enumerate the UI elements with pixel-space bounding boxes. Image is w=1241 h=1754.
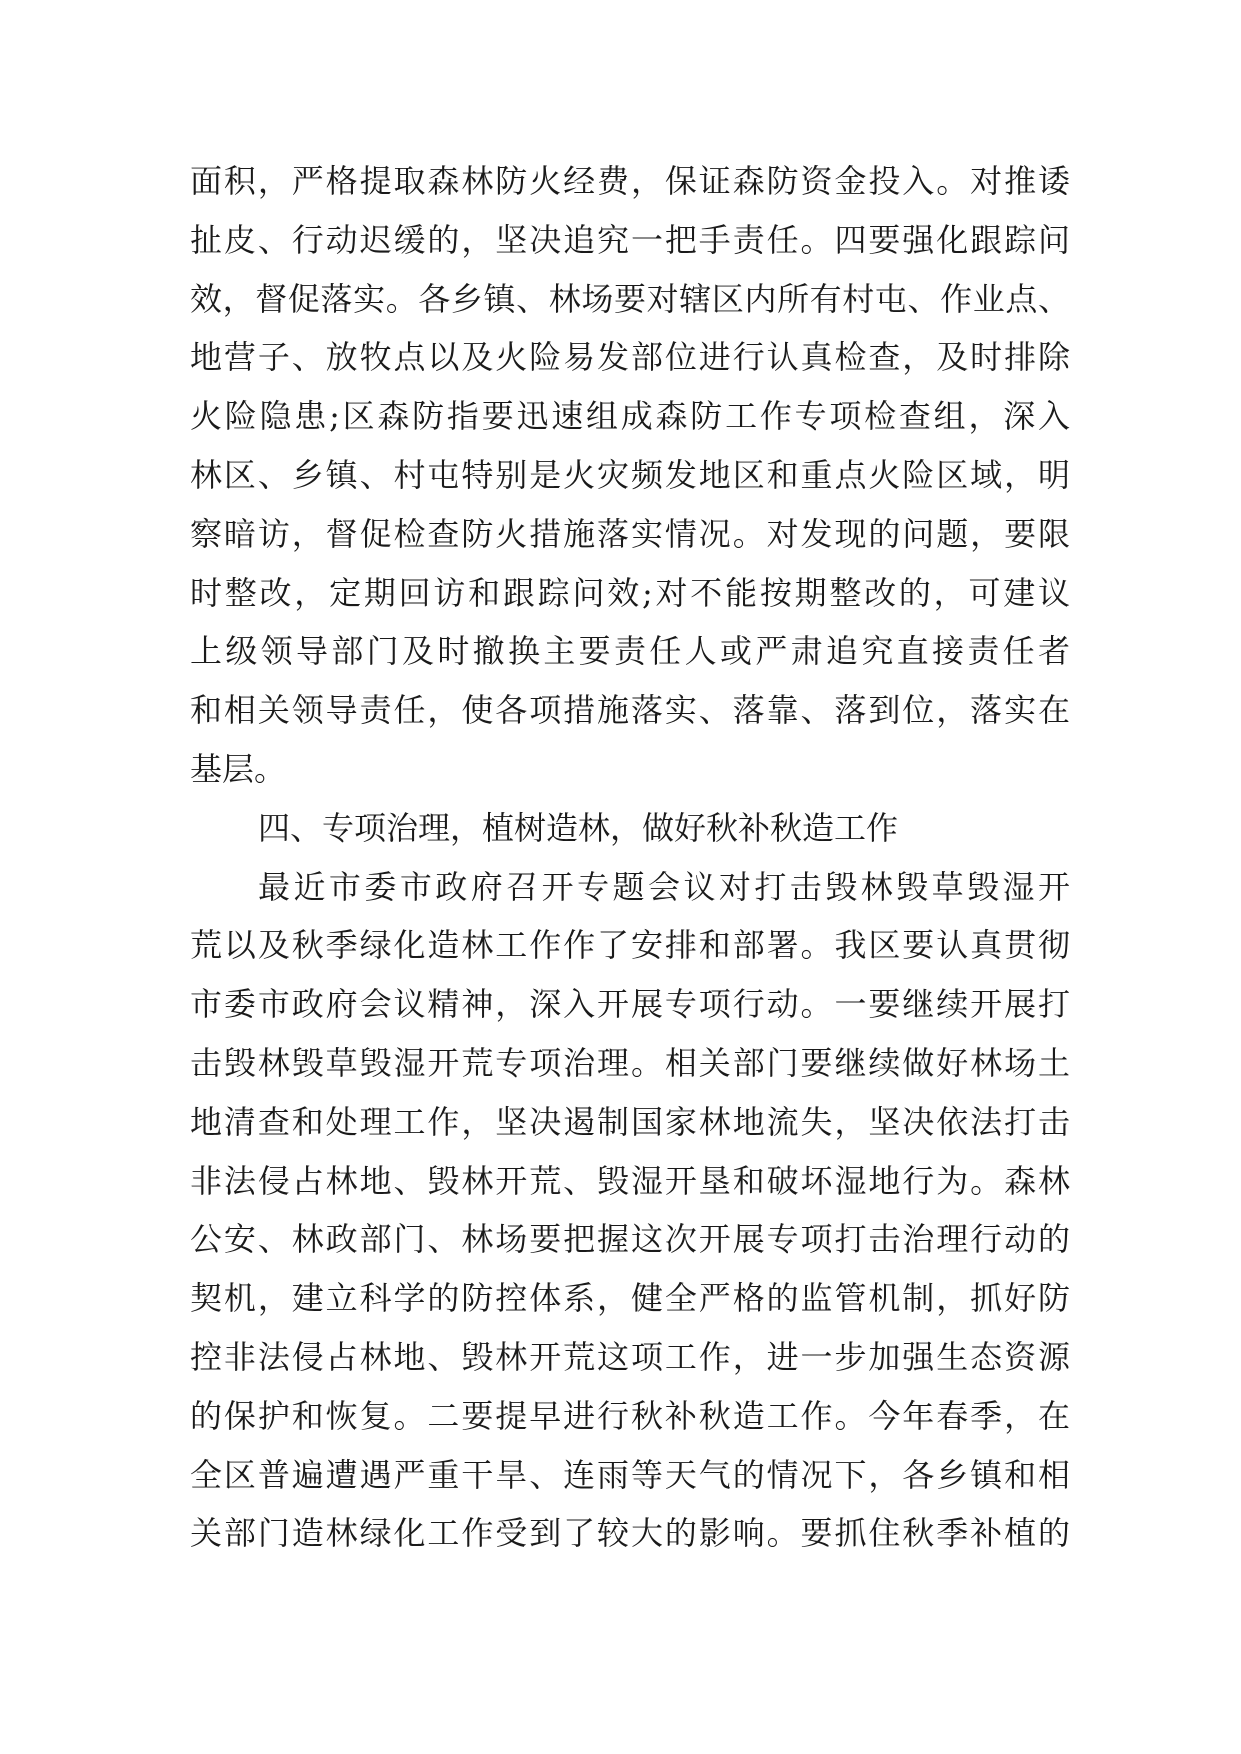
text-line: 时整改，定期回访和跟踪问效;对不能按期整改的，可建议 (190, 573, 1070, 612)
section-heading: 四、专项治理，植树造林，做好秋补秋造工作 (258, 808, 899, 847)
text-line: 林区、乡镇、村屯特别是火灾频发地区和重点火险区域，明 (190, 455, 1070, 494)
text-line: 控非法侵占林地、毁林开荒这项工作，进一步加强生态资源 (190, 1337, 1070, 1376)
text-line: 全区普遍遭遇严重干旱、连雨等天气的情况下，各乡镇和相 (190, 1455, 1070, 1494)
text-line: 基层。 (190, 749, 287, 788)
text-line: 契机，建立科学的防控体系，健全严格的监管机制，抓好防 (190, 1279, 1070, 1318)
text-line: 最近市委市政府召开专题会议对打击毁林毁草毁湿开 (258, 867, 1070, 906)
text-line: 面积，严格提取森林防火经费，保证森防资金投入。对推诿 (190, 162, 1070, 200)
text-line: 地清查和处理工作，坚决遏制国家林地流失，坚决依法打击 (190, 1102, 1070, 1141)
body-text (190, 152, 1070, 1563)
text-line: 扯皮、行动迟缓的，坚决追究一把手责任。四要强化跟踪问 (190, 220, 1070, 259)
text-line: 火险隐患;区森防指要迅速组成森防工作专项检查组，深入 (190, 397, 1070, 436)
text-line: 的保护和恢复。二要提早进行秋补秋造工作。今年春季，在 (190, 1396, 1070, 1435)
text-line: 击毁林毁草毁湿开荒专项治理。相关部门要继续做好林场土 (190, 1043, 1070, 1082)
text-line: 荒以及秋季绿化造林工作作了安排和部署。我区要认真贯彻 (190, 926, 1070, 965)
text-line: 效，督促落实。各乡镇、林场要对辖区内所有村屯、作业点、 (190, 279, 1070, 318)
text-line: 非法侵占林地、毁林开荒、毁湿开垦和破坏湿地行为。森林 (190, 1161, 1070, 1200)
text-line: 市委市政府会议精神，深入开展专项行动。一要继续开展打 (190, 985, 1070, 1024)
text-line: 公安、林政部门、林场要把握这次开展专项打击治理行动的 (190, 1220, 1070, 1259)
text-line: 地营子、放牧点以及火险易发部位进行认真检查，及时排除 (190, 338, 1070, 377)
text-line: 和相关领导责任，使各项措施落实、落靠、落到位，落实在 (190, 691, 1070, 730)
text-line: 关部门造林绿化工作受到了较大的影响。要抓住秋季补植的 (190, 1514, 1070, 1553)
text-line: 察暗访，督促检查防火措施落实情况。对发现的问题，要限 (190, 514, 1070, 553)
text-line: 上级领导部门及时撤换主要责任人或严肃追究直接责任者 (190, 632, 1070, 671)
